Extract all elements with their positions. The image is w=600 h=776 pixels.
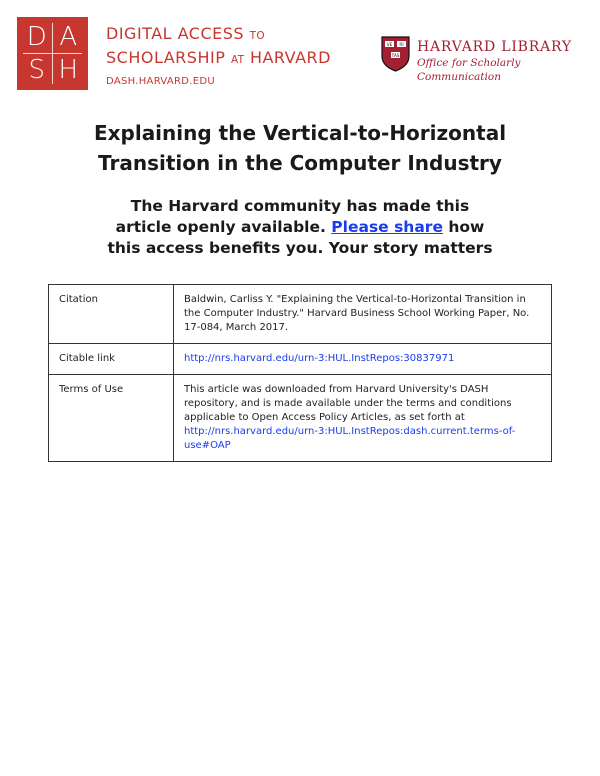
dash-line1: DIGITAL ACCESS [106, 24, 245, 43]
table-row-terms [49, 375, 552, 462]
dash-letter-d: D [26, 22, 47, 53]
title-line-1: Explaining the Vertical-to-Horizontal [93, 121, 507, 145]
document-title [0, 118, 600, 178]
share-line-2-post: how [448, 218, 485, 236]
title-line-2: Transition in the Computer Industry [98, 151, 502, 175]
dash-line2-small: AT [230, 54, 245, 66]
table-row-citable-link [49, 344, 552, 375]
dash-line1-small: TO [249, 30, 265, 42]
dash-line2: SCHOLARSHIP [106, 48, 226, 67]
dash-wordmark [106, 23, 331, 91]
harvard-shield-icon [381, 36, 410, 72]
citable-link-label: Citable link [49, 344, 174, 375]
citation-label: Citation [49, 285, 174, 344]
terms-cell [174, 375, 552, 462]
terms-label: Terms of Use [49, 375, 174, 462]
shield-text-2: RI [399, 42, 404, 47]
table-row-citation [49, 285, 552, 344]
library-subtitle: Office for Scholarly Communication [417, 57, 521, 83]
citable-link[interactable]: http://nrs.harvard.edu/urn-3:HUL.InstRepos:30837971 [184, 353, 455, 364]
citable-link-cell [174, 344, 552, 375]
dash-url[interactable]: DASH.HARVARD.EDU [106, 76, 216, 87]
please-share-link[interactable]: Please share [331, 218, 443, 236]
share-line-2-pre: article openly available. [115, 218, 326, 236]
harvard-library-wordmark [417, 38, 600, 84]
dash-letter-s: S [28, 54, 45, 85]
shield-text-3: TAS [391, 53, 400, 58]
dash-line2-end: HARVARD [249, 48, 331, 67]
metadata-table [48, 284, 552, 462]
citation-value: Baldwin, Carliss Y. "Explaining the Vertical-to-Horizontal Transition in the Computer Industry." Harvard Business School Working Paper, No. 17-084, March 2017. [174, 285, 552, 344]
library-name: HARVARD LIBRARY [417, 39, 572, 55]
terms-text: This article was downloaded from Harvard University's DASH repository, and is made available under the terms and conditions applicable to Open Access Policy Articles, as set forth at [184, 384, 512, 423]
share-message [0, 196, 600, 259]
dash-logo [17, 17, 88, 90]
share-line-1: The Harvard community has made this [130, 197, 470, 215]
terms-link[interactable]: http://nrs.harvard.edu/urn-3:HUL.InstRepos:dash.current.terms-of-use#OAP [184, 426, 516, 451]
dash-letter-a: A [59, 22, 78, 53]
share-line-3: this access benefits you. Your story matters [107, 239, 493, 257]
dash-letter-h: H [58, 54, 79, 85]
shield-text-1: VE [386, 42, 393, 47]
